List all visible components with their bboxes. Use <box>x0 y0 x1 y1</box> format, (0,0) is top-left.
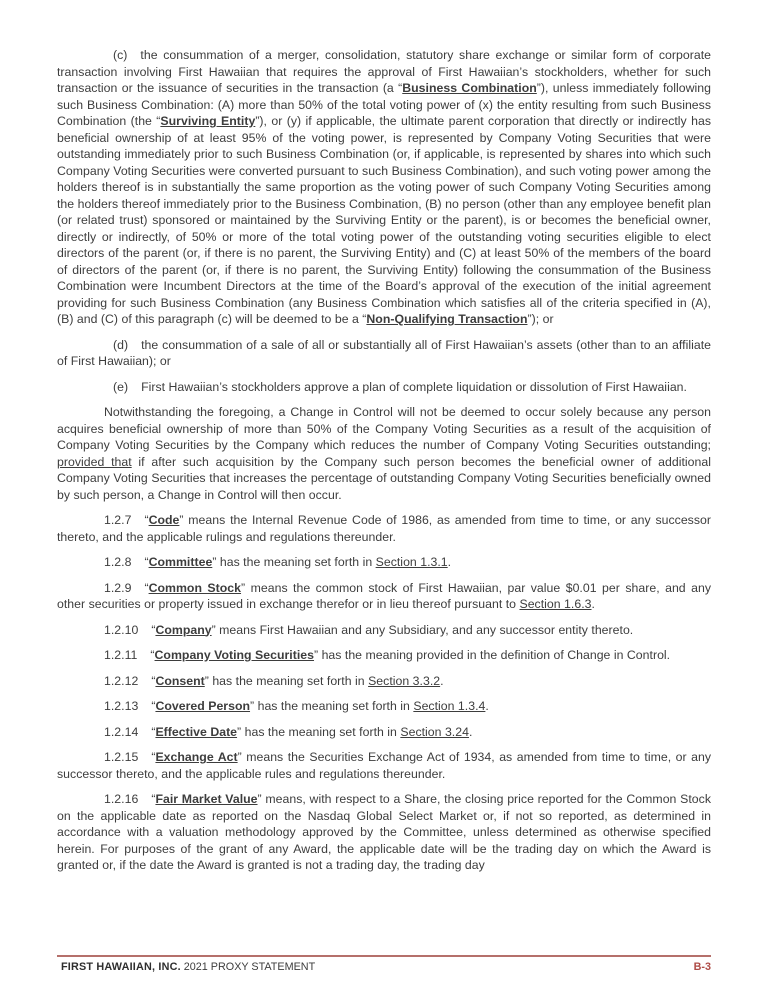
definition-1-2-14 <box>57 724 711 741</box>
defined-term: Covered Person <box>155 699 251 713</box>
clause-c <box>57 47 711 328</box>
clause-d <box>57 337 711 370</box>
footer-text <box>57 961 315 973</box>
text-run: ” has the meaning set forth in <box>212 555 376 569</box>
section-link[interactable]: Section 1.3.4 <box>413 699 486 713</box>
definition-1-2-7 <box>57 512 711 545</box>
text-run: “ <box>144 513 149 527</box>
defined-term: Company Voting Securities <box>154 648 315 662</box>
defined-term: Business Combination <box>402 81 537 95</box>
section-number: 1.2.7 <box>104 513 132 527</box>
text-run: “ <box>151 699 156 713</box>
section-number: 1.2.8 <box>104 555 132 569</box>
text-run: First Hawaiian’s stockholders approve a plan of complete liquidation or dissolution of First Hawaiian. <box>141 379 687 394</box>
text-run: ” means the Securities Exchange Act of 1934, as amended from time to time, or any successor thereto, and the applicable rules and regulations thereunder. <box>57 750 711 781</box>
footer-statement: 2021 PROXY STATEMENT <box>180 961 316 973</box>
defined-term: Common Stock <box>148 580 242 595</box>
text-run: ” means the common stock of First Hawaiian, par value $0.01 per share, and any other securities or property issued in exchange therefor or in lieu thereof pursuant to <box>57 580 711 611</box>
text-run: ”), or (y) if applicable, the ultimate parent corporation that directly or indirectly has beneficial ownership of at least 95% of the voting power, is represented by Company Voting Securities that were outstanding immediately prior to such Business Combination (or, if applicable, is represented by shares into which such Company Voting Securities were converted pursuant to such Business Combination), and such voting power among the holders thereof is in substantially the same proportion as the voting power of such Company Voting Securities among the holders thereof immediately prior to the Business Combination, (B) no person (other than any employee benefit plan (or related trust) sponsored or maintained by the Surviving Entity or the parent), is or becomes the beneficial owner, directly or indirectly, of 50% or more of the total voting power of the outstanding voting securities eligible to elect directors of the parent (or, if there is no parent, the Surviving Entity) and (C) at least 50% of the members of the board of directors of the parent (or, if there is no parent, the Surviving Entity) following the consummation of the Business Combination were Incumbent Directors at the time of the Board’s approval of the execution of the initial agreement providing for such Business Combination (any Business Combination which satisfies all of the criteria specified in (A), (B) and (C) of this paragraph (c) will be deemed to be a “ <box>57 114 711 326</box>
text-run: “ <box>151 792 156 806</box>
defined-term: Company <box>155 622 212 637</box>
defined-term: Non-Qualifying Transaction <box>366 312 528 326</box>
definition-1-2-8 <box>57 554 711 571</box>
section-number: 1.2.10 <box>104 622 139 637</box>
notwithstanding-paragraph <box>57 404 711 503</box>
section-number: 1.2.11 <box>104 648 138 662</box>
section-number: 1.2.13 <box>104 699 139 713</box>
definition-1-2-9 <box>57 580 711 613</box>
text-run: ” has the meaning set forth in <box>237 724 401 739</box>
clause-label: (c) <box>113 48 128 62</box>
text-run: . <box>591 597 595 611</box>
text-run: the consummation of a merger, consolidation, statutory share exchange or similar form of corporate transaction involving First Hawaiian that requires the approval of First Hawaiian’s stockholders, whether for such transaction or the issuance of securities in the transaction (a “ <box>57 48 711 95</box>
section-link[interactable]: Section 3.24 <box>400 724 469 739</box>
text-run: “ <box>144 580 149 595</box>
text-run: ”); or <box>527 312 554 326</box>
text-run: “ <box>144 555 149 569</box>
defined-term: Committee <box>148 555 213 569</box>
definition-1-2-10 <box>57 622 711 639</box>
text-run: “ <box>150 648 155 662</box>
text-run: ” has the meaning provided in the definition of Change in Control. <box>314 648 671 662</box>
page-number: B-3 <box>693 961 711 973</box>
defined-term: Effective Date <box>155 724 238 739</box>
definition-1-2-15 <box>57 749 711 782</box>
defined-term: Code <box>148 513 180 527</box>
footer-row <box>57 957 711 973</box>
text-run: ” has the meaning set forth in <box>250 699 414 713</box>
text-run: ” means First Hawaiian and any Subsidiary, and any successor entity thereto. <box>211 622 634 637</box>
clause-label: (e) <box>113 379 129 394</box>
definition-1-2-11 <box>57 647 711 664</box>
text-run: . <box>440 673 444 688</box>
text-run: ” has the meaning set forth in <box>204 673 369 688</box>
document-body <box>57 47 711 883</box>
definition-1-2-12 <box>57 673 711 690</box>
text-run: “ <box>151 724 156 739</box>
text-run: “ <box>151 622 156 637</box>
text-run: . <box>468 724 473 739</box>
text-run: “ <box>151 750 156 764</box>
section-number: 1.2.12 <box>104 673 139 688</box>
section-link[interactable]: Section 1.3.1 <box>375 555 448 569</box>
text-run: . <box>447 555 452 569</box>
clause-e <box>57 379 711 396</box>
text-run: ”), unless immediately following such Business Combination: (A) more than 50% of the total voting power of (x) the entity resulting from such Business Combination (the “ <box>57 81 711 128</box>
definition-1-2-16 <box>57 791 711 874</box>
defined-term: Consent <box>155 673 205 688</box>
section-link[interactable]: Section 3.3.2 <box>368 673 441 688</box>
footer-company: FIRST HAWAIIAN, INC. <box>61 961 181 973</box>
text-run: Notwithstanding the foregoing, a Change in Control will not be deemed to occur solely because any person acquires beneficial ownership of more than 50% of the Company Voting Securities as a result of the acquisition of Company Voting Securities by the Company which reduces the number of Company Voting Securities outstanding; <box>57 405 711 452</box>
text-run: . <box>485 699 489 713</box>
emphasized-phrase: provided that <box>57 454 132 469</box>
text-run: if after such acquisition by the Company such person becomes the beneficial owner of additional Company Voting Securities that increases the percentage of outstanding Company Voting Securities beneficially owned by such person, a Change in Control will then occur. <box>57 454 711 502</box>
text-run: the consummation of a sale of all or substantially all of First Hawaiian’s assets (other than to an affiliate of First Hawaiian); or <box>57 337 711 368</box>
text-run: “ <box>151 673 156 688</box>
section-number: 1.2.14 <box>104 724 139 739</box>
definition-1-2-13 <box>57 698 711 715</box>
defined-term: Exchange Act <box>155 750 238 764</box>
section-number: 1.2.16 <box>104 792 139 806</box>
defined-term: Surviving Entity <box>160 114 256 128</box>
section-link[interactable]: Section 1.6.3 <box>519 597 592 611</box>
page-footer <box>57 955 711 973</box>
text-run: ” means, with respect to a Share, the closing price reported for the Common Stock on the applicable date as reported on the Nasdaq Global Select Market or, if not so reported, as determined in accordance with a valuation methodology approved by the Committee, unless determined as otherwise specified herein. For purposes of the grant of any Award, the applicable date will be the trading day on which the Award is granted or, if the date the Award is granted is not a trading day, the trading day <box>57 792 711 872</box>
clause-label: (d) <box>113 337 129 352</box>
section-number: 1.2.15 <box>104 750 139 764</box>
defined-term: Fair Market Value <box>155 792 258 806</box>
text-run: ” means the Internal Revenue Code of 1986, as amended from time to time, or any successor thereto, and the applicable rulings and regulations thereunder. <box>57 513 711 544</box>
section-number: 1.2.9 <box>104 580 132 595</box>
